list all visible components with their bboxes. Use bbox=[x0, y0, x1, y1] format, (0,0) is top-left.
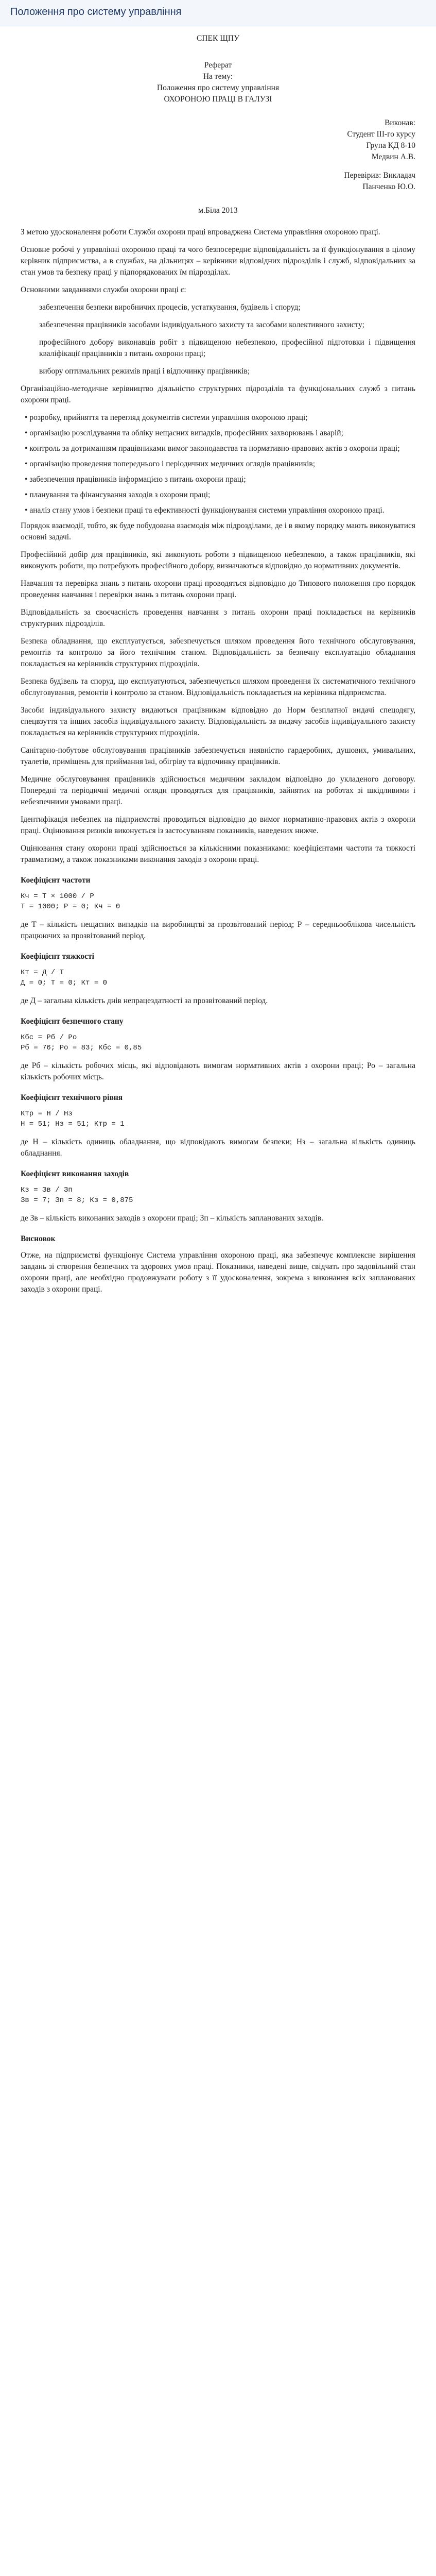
teacher-name: Панченко Ю.О. bbox=[362, 182, 415, 191]
topic: Положення про систему управління bbox=[156, 83, 280, 92]
paragraph: Основне робочі у управлінні охороною праці та чого безпосереднє відповідальність за її функціонування в цілому керівник підприємства, а в службах, на дільницях – керівники відповідних підрозділів і служб, відповідальних за стан умов та безпеку праці у підпорядкованих їм підрозділах. bbox=[21, 245, 415, 277]
list-item: • організацію розслідування та обліку нещасних випадків, професійних захворювань і аварій; bbox=[21, 428, 415, 439]
document-body bbox=[21, 33, 415, 1301]
signature-block bbox=[21, 117, 415, 193]
formula-expression: Кт = Д / Т bbox=[21, 969, 64, 977]
paragraph: Основними завданнями служби охорони праці є: bbox=[21, 285, 186, 294]
doc-type: Реферат bbox=[204, 61, 232, 70]
list-item: • розробку, прийняття та перегляд документів системи управління охороною праці; bbox=[21, 412, 415, 423]
section-heading-kt: Коефіцієнт тяжкості bbox=[21, 952, 94, 961]
paragraph: Професійний добір для працівників, які виконують роботи з підвищеною небезпекою, а також працівників, які виконують роботи, що потребують професійного добору, визначаються відповідно до нормативних документів. bbox=[21, 550, 415, 570]
group-line: Група КД 8-10 bbox=[366, 141, 415, 150]
section-heading-kf: Коефіцієнт частоти bbox=[21, 876, 91, 885]
student-name: Медвин А.В. bbox=[371, 152, 415, 161]
formula-expression: Ктр = Н / Нз bbox=[21, 1110, 73, 1118]
paragraph: Оцінювання стану охорони праці здійснюється за кількісними показниками: коефіцієнтами частоти та тяжкості травматизму, а також показниками виконання заходів з охорони праці. bbox=[21, 844, 415, 864]
formula-description: де Т – кількість нещасних випадків на виробництві за прозвітований період; Р – середньооблікова чисельність працюючих за прозвітований період. bbox=[21, 920, 415, 940]
formula-values: Рб = 76; Ро = 83; Кбс = 0,85 bbox=[21, 1044, 142, 1052]
formula-description: де Зв – кількість виконаних заходів з охорони праці; Зп – кількість запланованих заходів. bbox=[21, 1214, 324, 1223]
paragraph: Медичне обслуговування працівників здійснюється медичним закладом відповідно до укладеного договору. Попередні та періодичні медичні огляди проводяться для працівників, зайнятих на роботах зі шкідливими і небезпечними умовами праці. bbox=[21, 775, 415, 806]
paragraph: Засоби індивідуального захисту видаються працівникам відповідно до Норм безплатної видачі спецодягу, спецвзуття та інших засобів індивідуального захисту. Відповідальність за видачу засобів індивідуального захисту покладається на керівників структурних підрозділів. bbox=[21, 706, 415, 737]
paragraph: Санітарно-побутове обслуговування працівників забезпечується наявністю гардеробних, душових, умивальних, туалетів, приміщень для приймання їжі, обігріву та відпочинку працівників. bbox=[21, 746, 415, 766]
formula-values: Т = 1000; Р = 0; Кч = 0 bbox=[21, 903, 120, 911]
title-block bbox=[21, 33, 415, 105]
paragraph: Організаційно-методичне керівництво діяльністю структурних підрозділів та функціональних служб з питань охорони праці. bbox=[21, 384, 415, 404]
paragraph: Безпека обладнання, що експлуатується, забезпечується шляхом проведення його технічного обслуговування, ремонтів та контролю за його технічним станом. Відповідальність за безпечну експлуатацію обладнання покладається на керівників структурних підрозділів. bbox=[21, 637, 415, 668]
performed-label: Виконав: bbox=[385, 118, 415, 127]
formula-kz bbox=[21, 1185, 415, 1206]
formula-expression: Кбс = Рб / Ро bbox=[21, 1033, 77, 1042]
location-year: м.Біла 2013 bbox=[198, 206, 238, 215]
section-heading-kbs: Коефіцієнт безпечного стану bbox=[21, 1017, 124, 1026]
list-item: • організацію проведення попереднього і періодичних медичних оглядів працівників; bbox=[21, 459, 415, 470]
formula-description: де Д – загальна кількість днів непрацездатності за прозвітований період. bbox=[21, 996, 268, 1005]
list-item: • забезпечення працівників інформацією з питань охорони праці; bbox=[21, 474, 415, 485]
formula-kbs bbox=[21, 1032, 415, 1053]
formula-description: де Н – кількість одиниць обладнання, що відповідають вимогам безпеки; Нз – загальна кількість одиниць обладнання. bbox=[21, 1138, 415, 1158]
paragraph: Ідентифікація небезпек на підприємстві проводиться відповідно до вимог нормативно-правових актів з охорони праці. Оцінювання ризиків виконується із застосуванням показників, наведених нижче. bbox=[21, 815, 415, 835]
paragraph: Порядок взаємодії, тобто, як буде побудована взаємодія між підрозділами, де і в якому порядку мають виконуватися основні задачі. bbox=[21, 521, 416, 541]
paragraph: З метою удосконалення роботи Служби охорони праці впроваджена Система управління охороною праці. bbox=[21, 228, 380, 236]
formula-values: Н = 51; Нз = 51; Ктр = 1 bbox=[21, 1120, 125, 1128]
section-heading-ktr: Коефіцієнт технічного рівня bbox=[21, 1093, 123, 1102]
document-title: Положення про систему управління bbox=[10, 6, 182, 18]
formula-ktr bbox=[21, 1109, 415, 1129]
list-item: • контроль за дотриманням працівниками вимог законодавства та нормативно-правових актів з охорони праці; bbox=[21, 443, 415, 454]
topic-2: ОХОРОНОЮ ПРАЦІ В ГАЛУЗІ bbox=[164, 95, 272, 104]
paragraph: вибору оптимальних режимів праці і відпочинку працівників; bbox=[39, 367, 250, 376]
section-heading-kz: Коефіцієнт виконання заходів bbox=[21, 1170, 129, 1178]
section-heading-conclusion: Висновок bbox=[21, 1234, 56, 1243]
formula-kf bbox=[21, 891, 415, 912]
formula-kt bbox=[21, 968, 415, 988]
formula-expression: Кч = Т × 1000 / Р bbox=[21, 892, 94, 901]
paragraph: Безпека будівель та споруд, що експлуатуються, забезпечується шляхом проведення їх систематичного технічного обслуговування, ремонтів і контролю за станом. Відповідальність покладається на керівника підприємства. bbox=[21, 677, 415, 697]
list-item: • планування та фінансування заходів з охорони праці; bbox=[21, 489, 415, 501]
formula-expression: Кз = Зв / Зп bbox=[21, 1186, 73, 1194]
topic-label: На тему: bbox=[203, 72, 233, 81]
paragraph: забезпечення працівників засобами індивідуального захисту та засобами колективного захисту; bbox=[39, 320, 364, 329]
paragraph: професійного добору виконавців робіт з підвищеною небезпекою, професійної підготовки і підвищення кваліфікації працівників з питань охорони праці; bbox=[39, 338, 415, 358]
list-item: • аналіз стану умов і безпеки праці та ефективності функціонування системи управління охороною праці. bbox=[21, 505, 415, 516]
formula-values: Зв = 7; Зп = 8; Кз = 0,875 bbox=[21, 1196, 133, 1205]
document-header-bar bbox=[0, 0, 436, 26]
doc-id: СПЕК ЩПУ bbox=[196, 34, 240, 43]
checked-label: Перевірив: Викладач bbox=[344, 171, 415, 180]
formula-description: де Рб – кількість робочих місць, які відповідають вимогам нормативних актів з охорони праці; Ро – загальна кількість робочих місць. bbox=[21, 1061, 415, 1081]
formula-values: Д = 0; Т = 0; Кт = 0 bbox=[21, 979, 108, 987]
paragraph: Відповідальність за своєчасність проведення навчання з питань охорони праці покладається на керівників структурних підрозділів. bbox=[21, 608, 415, 628]
student-line: Студент III-го курсу bbox=[347, 130, 415, 139]
paragraph: Навчання та перевірка знань з питань охорони праці проводяться відповідно до Типового положення про порядок проведення навчання і перевірки знань з питань охорони праці. bbox=[21, 579, 415, 599]
paragraph: забезпечення безпеки виробничих процесів, устаткування, будівель і споруд; bbox=[39, 303, 301, 312]
conclusion-paragraph: Отже, на підприємстві функціонує Система управління охороною праці, яка забезпечує комплексне вирішення завдань зі створення безпечних та здорових умов праці. Показники, наведені вище, свідчать про задовільний стан охорони праці, але необхідно продовжувати роботу з її удосконалення, зокрема з виконання всіх запланованих заходів з охорони праці. bbox=[21, 1251, 415, 1294]
